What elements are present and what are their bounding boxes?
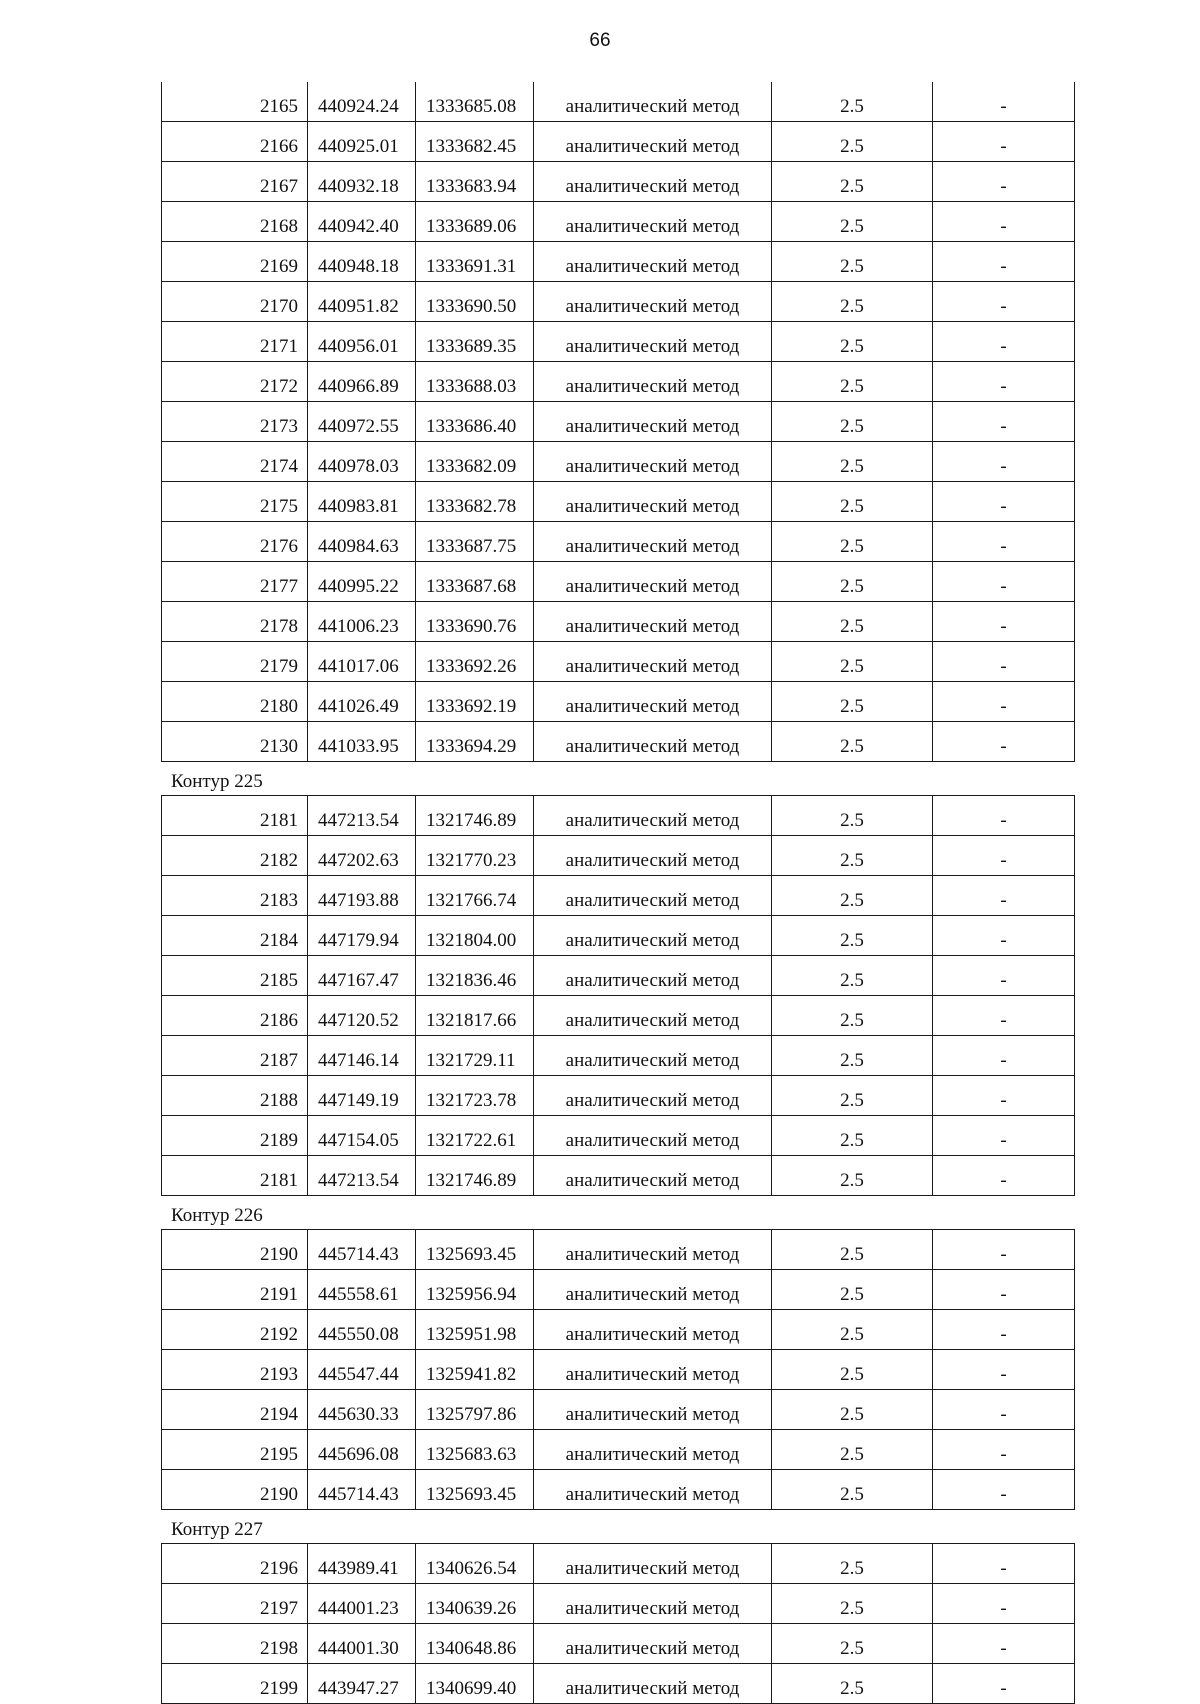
method-cell: аналитический метод bbox=[534, 1390, 772, 1430]
note-cell: - bbox=[933, 1390, 1075, 1430]
point-number-cell: 2186 bbox=[162, 996, 308, 1036]
point-number-cell: 2185 bbox=[162, 956, 308, 996]
y-coordinate-cell: 1333689.06 bbox=[416, 202, 534, 242]
x-coordinate-cell: 443989.41 bbox=[308, 1544, 416, 1584]
y-coordinate-cell: 1321746.89 bbox=[416, 1156, 534, 1196]
table-row bbox=[162, 996, 1075, 1036]
point-number-cell: 2199 bbox=[162, 1664, 308, 1704]
table-row bbox=[162, 916, 1075, 956]
point-number-cell: 2169 bbox=[162, 242, 308, 282]
method-cell: аналитический метод bbox=[534, 242, 772, 282]
point-number-cell: 2195 bbox=[162, 1430, 308, 1470]
method-cell: аналитический метод bbox=[534, 1544, 772, 1584]
point-number-cell: 2178 bbox=[162, 602, 308, 642]
y-coordinate-cell: 1325951.98 bbox=[416, 1310, 534, 1350]
table-row bbox=[162, 1430, 1075, 1470]
method-cell: аналитический метод bbox=[534, 202, 772, 242]
y-coordinate-cell: 1340626.54 bbox=[416, 1544, 534, 1584]
accuracy-cell: 2.5 bbox=[772, 322, 933, 362]
method-cell: аналитический метод bbox=[534, 1076, 772, 1116]
table-row bbox=[162, 362, 1075, 402]
x-coordinate-cell: 444001.30 bbox=[308, 1624, 416, 1664]
point-number-cell: 2182 bbox=[162, 836, 308, 876]
table-row bbox=[162, 442, 1075, 482]
accuracy-cell: 2.5 bbox=[772, 1156, 933, 1196]
note-cell: - bbox=[933, 482, 1075, 522]
table-row bbox=[162, 522, 1075, 562]
x-coordinate-cell: 445714.43 bbox=[308, 1230, 416, 1270]
method-cell: аналитический метод bbox=[534, 122, 772, 162]
method-cell: аналитический метод bbox=[534, 796, 772, 836]
note-cell: - bbox=[933, 796, 1075, 836]
note-cell: - bbox=[933, 1270, 1075, 1310]
point-number-cell: 2167 bbox=[162, 162, 308, 202]
note-cell: - bbox=[933, 82, 1075, 122]
point-number-cell: 2181 bbox=[162, 1156, 308, 1196]
table-row bbox=[162, 1270, 1075, 1310]
method-cell: аналитический метод bbox=[534, 1430, 772, 1470]
note-cell: - bbox=[933, 162, 1075, 202]
table-body bbox=[162, 1544, 1075, 1704]
accuracy-cell: 2.5 bbox=[772, 282, 933, 322]
x-coordinate-cell: 444001.23 bbox=[308, 1584, 416, 1624]
y-coordinate-cell: 1333689.35 bbox=[416, 322, 534, 362]
x-coordinate-cell: 447213.54 bbox=[308, 796, 416, 836]
x-coordinate-cell: 440942.40 bbox=[308, 202, 416, 242]
x-coordinate-cell: 445558.61 bbox=[308, 1270, 416, 1310]
x-coordinate-cell: 440972.55 bbox=[308, 402, 416, 442]
accuracy-cell: 2.5 bbox=[772, 996, 933, 1036]
y-coordinate-cell: 1333694.29 bbox=[416, 722, 534, 762]
table-row bbox=[162, 162, 1075, 202]
accuracy-cell: 2.5 bbox=[772, 796, 933, 836]
note-cell: - bbox=[933, 642, 1075, 682]
table-row bbox=[162, 1310, 1075, 1350]
y-coordinate-cell: 1333687.75 bbox=[416, 522, 534, 562]
x-coordinate-cell: 447149.19 bbox=[308, 1076, 416, 1116]
method-cell: аналитический метод bbox=[534, 682, 772, 722]
method-cell: аналитический метод bbox=[534, 1664, 772, 1704]
accuracy-cell: 2.5 bbox=[772, 1116, 933, 1156]
x-coordinate-cell: 441006.23 bbox=[308, 602, 416, 642]
x-coordinate-cell: 445630.33 bbox=[308, 1390, 416, 1430]
note-cell: - bbox=[933, 956, 1075, 996]
accuracy-cell: 2.5 bbox=[772, 1036, 933, 1076]
block-2 bbox=[161, 1229, 1074, 1510]
table-row bbox=[162, 836, 1075, 876]
method-cell: аналитический метод bbox=[534, 642, 772, 682]
note-cell: - bbox=[933, 202, 1075, 242]
x-coordinate-cell: 440978.03 bbox=[308, 442, 416, 482]
table-row bbox=[162, 202, 1075, 242]
point-number-cell: 2187 bbox=[162, 1036, 308, 1076]
note-cell: - bbox=[933, 1116, 1075, 1156]
block-3 bbox=[161, 1543, 1074, 1704]
method-cell: аналитический метод bbox=[534, 1230, 772, 1270]
x-coordinate-cell: 447179.94 bbox=[308, 916, 416, 956]
point-number-cell: 2168 bbox=[162, 202, 308, 242]
x-coordinate-cell: 440948.18 bbox=[308, 242, 416, 282]
x-coordinate-cell: 441026.49 bbox=[308, 682, 416, 722]
x-coordinate-cell: 440924.24 bbox=[308, 82, 416, 122]
method-cell: аналитический метод bbox=[534, 876, 772, 916]
point-number-cell: 2193 bbox=[162, 1350, 308, 1390]
y-coordinate-cell: 1333688.03 bbox=[416, 362, 534, 402]
method-cell: аналитический метод bbox=[534, 322, 772, 362]
note-cell: - bbox=[933, 1544, 1075, 1584]
table-row bbox=[162, 1076, 1075, 1116]
table-row bbox=[162, 1350, 1075, 1390]
table-row bbox=[162, 682, 1075, 722]
x-coordinate-cell: 447167.47 bbox=[308, 956, 416, 996]
point-number-cell: 2189 bbox=[162, 1116, 308, 1156]
contour-label: Контур 226 bbox=[171, 1205, 263, 1226]
accuracy-cell: 2.5 bbox=[772, 402, 933, 442]
method-cell: аналитический метод bbox=[534, 162, 772, 202]
x-coordinate-cell: 440995.22 bbox=[308, 562, 416, 602]
note-cell: - bbox=[933, 1076, 1075, 1116]
y-coordinate-cell: 1333692.26 bbox=[416, 642, 534, 682]
method-cell: аналитический метод bbox=[534, 362, 772, 402]
point-number-cell: 2177 bbox=[162, 562, 308, 602]
x-coordinate-cell: 447120.52 bbox=[308, 996, 416, 1036]
contour-label: Контур 227 bbox=[171, 1519, 263, 1540]
point-number-cell: 2190 bbox=[162, 1230, 308, 1270]
method-cell: аналитический метод bbox=[534, 1036, 772, 1076]
table-row bbox=[162, 642, 1075, 682]
point-number-cell: 2171 bbox=[162, 322, 308, 362]
x-coordinate-cell: 443947.27 bbox=[308, 1664, 416, 1704]
block-0 bbox=[161, 82, 1074, 762]
point-number-cell: 2176 bbox=[162, 522, 308, 562]
table-row bbox=[162, 482, 1075, 522]
point-number-cell: 2191 bbox=[162, 1270, 308, 1310]
note-cell: - bbox=[933, 682, 1075, 722]
point-number-cell: 2188 bbox=[162, 1076, 308, 1116]
method-cell: аналитический метод bbox=[534, 402, 772, 442]
accuracy-cell: 2.5 bbox=[772, 562, 933, 602]
method-cell: аналитический метод bbox=[534, 562, 772, 602]
y-coordinate-cell: 1340699.40 bbox=[416, 1664, 534, 1704]
method-cell: аналитический метод bbox=[534, 1470, 772, 1510]
accuracy-cell: 2.5 bbox=[772, 362, 933, 402]
y-coordinate-cell: 1333682.45 bbox=[416, 122, 534, 162]
note-cell: - bbox=[933, 876, 1075, 916]
accuracy-cell: 2.5 bbox=[772, 1624, 933, 1664]
table-row bbox=[162, 1036, 1075, 1076]
point-number-cell: 2192 bbox=[162, 1310, 308, 1350]
table-body bbox=[162, 82, 1075, 762]
note-cell: - bbox=[933, 362, 1075, 402]
accuracy-cell: 2.5 bbox=[772, 1470, 933, 1510]
table-row bbox=[162, 1390, 1075, 1430]
y-coordinate-cell: 1333687.68 bbox=[416, 562, 534, 602]
x-coordinate-cell: 447202.63 bbox=[308, 836, 416, 876]
y-coordinate-cell: 1333691.31 bbox=[416, 242, 534, 282]
x-coordinate-cell: 445550.08 bbox=[308, 1310, 416, 1350]
x-coordinate-cell: 445547.44 bbox=[308, 1350, 416, 1390]
accuracy-cell: 2.5 bbox=[772, 482, 933, 522]
method-cell: аналитический метод bbox=[534, 1116, 772, 1156]
point-number-cell: 2180 bbox=[162, 682, 308, 722]
method-cell: аналитический метод bbox=[534, 1624, 772, 1664]
table-row bbox=[162, 956, 1075, 996]
y-coordinate-cell: 1321766.74 bbox=[416, 876, 534, 916]
accuracy-cell: 2.5 bbox=[772, 682, 933, 722]
y-coordinate-cell: 1321817.66 bbox=[416, 996, 534, 1036]
accuracy-cell: 2.5 bbox=[772, 1230, 933, 1270]
method-cell: аналитический метод bbox=[534, 916, 772, 956]
x-coordinate-cell: 445696.08 bbox=[308, 1430, 416, 1470]
accuracy-cell: 2.5 bbox=[772, 1076, 933, 1116]
y-coordinate-cell: 1333682.09 bbox=[416, 442, 534, 482]
note-cell: - bbox=[933, 1310, 1075, 1350]
table-row bbox=[162, 876, 1075, 916]
x-coordinate-cell: 440956.01 bbox=[308, 322, 416, 362]
method-cell: аналитический метод bbox=[534, 1350, 772, 1390]
point-number-cell: 2190 bbox=[162, 1470, 308, 1510]
point-number-cell: 2179 bbox=[162, 642, 308, 682]
table-row bbox=[162, 1116, 1075, 1156]
coordinates-table bbox=[161, 1543, 1075, 1704]
note-cell: - bbox=[933, 562, 1075, 602]
table-row bbox=[162, 1584, 1075, 1624]
x-coordinate-cell: 447146.14 bbox=[308, 1036, 416, 1076]
y-coordinate-cell: 1321770.23 bbox=[416, 836, 534, 876]
y-coordinate-cell: 1325683.63 bbox=[416, 1430, 534, 1470]
table-row bbox=[162, 282, 1075, 322]
table-row bbox=[162, 402, 1075, 442]
point-number-cell: 2172 bbox=[162, 362, 308, 402]
note-cell: - bbox=[933, 1584, 1075, 1624]
point-number-cell: 2197 bbox=[162, 1584, 308, 1624]
accuracy-cell: 2.5 bbox=[772, 82, 933, 122]
accuracy-cell: 2.5 bbox=[772, 956, 933, 996]
point-number-cell: 2198 bbox=[162, 1624, 308, 1664]
coordinates-table bbox=[161, 795, 1075, 1196]
table-row bbox=[162, 322, 1075, 362]
y-coordinate-cell: 1333685.08 bbox=[416, 82, 534, 122]
accuracy-cell: 2.5 bbox=[772, 1390, 933, 1430]
x-coordinate-cell: 440983.81 bbox=[308, 482, 416, 522]
method-cell: аналитический метод bbox=[534, 282, 772, 322]
note-cell: - bbox=[933, 916, 1075, 956]
x-coordinate-cell: 441017.06 bbox=[308, 642, 416, 682]
accuracy-cell: 2.5 bbox=[772, 162, 933, 202]
note-cell: - bbox=[933, 322, 1075, 362]
y-coordinate-cell: 1340639.26 bbox=[416, 1584, 534, 1624]
note-cell: - bbox=[933, 522, 1075, 562]
point-number-cell: 2175 bbox=[162, 482, 308, 522]
note-cell: - bbox=[933, 996, 1075, 1036]
contour-label: Контур 225 bbox=[171, 771, 263, 792]
accuracy-cell: 2.5 bbox=[772, 1270, 933, 1310]
y-coordinate-cell: 1333683.94 bbox=[416, 162, 534, 202]
method-cell: аналитический метод bbox=[534, 722, 772, 762]
accuracy-cell: 2.5 bbox=[772, 122, 933, 162]
x-coordinate-cell: 447193.88 bbox=[308, 876, 416, 916]
y-coordinate-cell: 1325941.82 bbox=[416, 1350, 534, 1390]
block-1 bbox=[161, 795, 1074, 1196]
method-cell: аналитический метод bbox=[534, 602, 772, 642]
accuracy-cell: 2.5 bbox=[772, 916, 933, 956]
y-coordinate-cell: 1321729.11 bbox=[416, 1036, 534, 1076]
note-cell: - bbox=[933, 836, 1075, 876]
table-row bbox=[162, 722, 1075, 762]
accuracy-cell: 2.5 bbox=[772, 876, 933, 916]
method-cell: аналитический метод bbox=[534, 1584, 772, 1624]
accuracy-cell: 2.5 bbox=[772, 442, 933, 482]
point-number-cell: 2174 bbox=[162, 442, 308, 482]
y-coordinate-cell: 1321836.46 bbox=[416, 956, 534, 996]
table-row bbox=[162, 242, 1075, 282]
method-cell: аналитический метод bbox=[534, 996, 772, 1036]
coordinates-table bbox=[161, 82, 1075, 762]
y-coordinate-cell: 1325693.45 bbox=[416, 1470, 534, 1510]
point-number-cell: 2196 bbox=[162, 1544, 308, 1584]
method-cell: аналитический метод bbox=[534, 522, 772, 562]
y-coordinate-cell: 1340648.86 bbox=[416, 1624, 534, 1664]
accuracy-cell: 2.5 bbox=[772, 242, 933, 282]
accuracy-cell: 2.5 bbox=[772, 836, 933, 876]
point-number-cell: 2181 bbox=[162, 796, 308, 836]
x-coordinate-cell: 441033.95 bbox=[308, 722, 416, 762]
note-cell: - bbox=[933, 1156, 1075, 1196]
accuracy-cell: 2.5 bbox=[772, 1350, 933, 1390]
note-cell: - bbox=[933, 722, 1075, 762]
page-number: 66 bbox=[589, 30, 611, 51]
point-number-cell: 2165 bbox=[162, 82, 308, 122]
x-coordinate-cell: 440984.63 bbox=[308, 522, 416, 562]
y-coordinate-cell: 1321723.78 bbox=[416, 1076, 534, 1116]
note-cell: - bbox=[933, 602, 1075, 642]
note-cell: - bbox=[933, 282, 1075, 322]
table-row bbox=[162, 122, 1075, 162]
method-cell: аналитический метод bbox=[534, 482, 772, 522]
note-cell: - bbox=[933, 1350, 1075, 1390]
x-coordinate-cell: 440925.01 bbox=[308, 122, 416, 162]
y-coordinate-cell: 1333686.40 bbox=[416, 402, 534, 442]
accuracy-cell: 2.5 bbox=[772, 522, 933, 562]
x-coordinate-cell: 445714.43 bbox=[308, 1470, 416, 1510]
x-coordinate-cell: 440951.82 bbox=[308, 282, 416, 322]
note-cell: - bbox=[933, 1664, 1075, 1704]
y-coordinate-cell: 1325693.45 bbox=[416, 1230, 534, 1270]
method-cell: аналитический метод bbox=[534, 1156, 772, 1196]
accuracy-cell: 2.5 bbox=[772, 1664, 933, 1704]
accuracy-cell: 2.5 bbox=[772, 1310, 933, 1350]
note-cell: - bbox=[933, 1230, 1075, 1270]
point-number-cell: 2170 bbox=[162, 282, 308, 322]
point-number-cell: 2173 bbox=[162, 402, 308, 442]
accuracy-cell: 2.5 bbox=[772, 1430, 933, 1470]
y-coordinate-cell: 1325956.94 bbox=[416, 1270, 534, 1310]
table-row bbox=[162, 796, 1075, 836]
table-row bbox=[162, 1624, 1075, 1664]
method-cell: аналитический метод bbox=[534, 1310, 772, 1350]
coordinates-content bbox=[161, 82, 1074, 1704]
x-coordinate-cell: 440932.18 bbox=[308, 162, 416, 202]
table-row bbox=[162, 82, 1075, 122]
accuracy-cell: 2.5 bbox=[772, 202, 933, 242]
accuracy-cell: 2.5 bbox=[772, 1544, 933, 1584]
note-cell: - bbox=[933, 242, 1075, 282]
x-coordinate-cell: 447154.05 bbox=[308, 1116, 416, 1156]
table-row bbox=[162, 1470, 1075, 1510]
y-coordinate-cell: 1321746.89 bbox=[416, 796, 534, 836]
y-coordinate-cell: 1333692.19 bbox=[416, 682, 534, 722]
note-cell: - bbox=[933, 1036, 1075, 1076]
point-number-cell: 2194 bbox=[162, 1390, 308, 1430]
x-coordinate-cell: 440966.89 bbox=[308, 362, 416, 402]
note-cell: - bbox=[933, 1624, 1075, 1664]
accuracy-cell: 2.5 bbox=[772, 602, 933, 642]
note-cell: - bbox=[933, 402, 1075, 442]
coordinates-table bbox=[161, 1229, 1075, 1510]
y-coordinate-cell: 1333682.78 bbox=[416, 482, 534, 522]
x-coordinate-cell: 447213.54 bbox=[308, 1156, 416, 1196]
table-body bbox=[162, 1230, 1075, 1510]
y-coordinate-cell: 1325797.86 bbox=[416, 1390, 534, 1430]
accuracy-cell: 2.5 bbox=[772, 722, 933, 762]
accuracy-cell: 2.5 bbox=[772, 642, 933, 682]
method-cell: аналитический метод bbox=[534, 442, 772, 482]
point-number-cell: 2183 bbox=[162, 876, 308, 916]
note-cell: - bbox=[933, 1430, 1075, 1470]
accuracy-cell: 2.5 bbox=[772, 1584, 933, 1624]
y-coordinate-cell: 1333690.76 bbox=[416, 602, 534, 642]
note-cell: - bbox=[933, 1470, 1075, 1510]
method-cell: аналитический метод bbox=[534, 1270, 772, 1310]
point-number-cell: 2184 bbox=[162, 916, 308, 956]
note-cell: - bbox=[933, 442, 1075, 482]
table-body bbox=[162, 796, 1075, 1196]
point-number-cell: 2166 bbox=[162, 122, 308, 162]
table-row bbox=[162, 1544, 1075, 1584]
table-row bbox=[162, 602, 1075, 642]
y-coordinate-cell: 1321804.00 bbox=[416, 916, 534, 956]
table-row bbox=[162, 1230, 1075, 1270]
y-coordinate-cell: 1321722.61 bbox=[416, 1116, 534, 1156]
note-cell: - bbox=[933, 122, 1075, 162]
table-row bbox=[162, 1664, 1075, 1704]
method-cell: аналитический метод bbox=[534, 836, 772, 876]
method-cell: аналитический метод bbox=[534, 82, 772, 122]
method-cell: аналитический метод bbox=[534, 956, 772, 996]
point-number-cell: 2130 bbox=[162, 722, 308, 762]
table-row bbox=[162, 1156, 1075, 1196]
y-coordinate-cell: 1333690.50 bbox=[416, 282, 534, 322]
table-row bbox=[162, 562, 1075, 602]
